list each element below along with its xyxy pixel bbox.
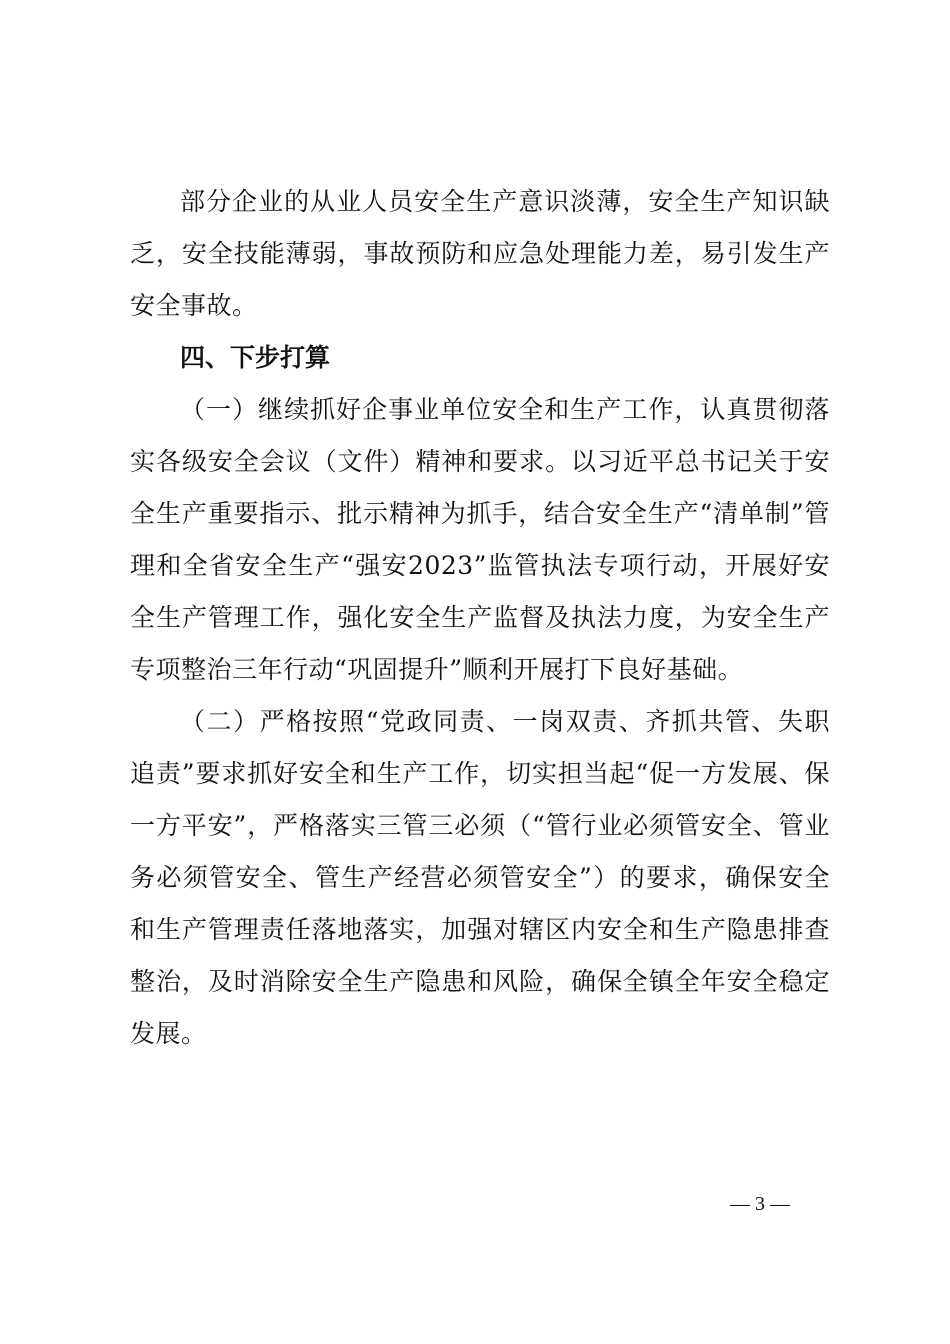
paragraph-plan-one: （一）继续抓好企事业单位安全和生产工作，认真贯彻落实各级安全会议（文件）精神和要求。以习近平总书记关于安全生产重要指示、批示精神为抓手，结合安全生产“清单制”管理和全省安全生产“强安2023”监管执法专项行动，开展好安全生产管理工作，强化安全生产监督及执法力度，为安全生产专项整治三年行动“巩固提升”顺利开展打下良好基础。: [130, 395, 830, 684]
page-number: — 3 —: [730, 1193, 790, 1215]
paragraph-safety-awareness: 部分企业的从业人员安全生产意识淡薄，安全生产知识缺乏，安全技能薄弱，事故预防和应急处理能力差，易引发生产安全事故。: [130, 187, 830, 320]
paragraph-plan-two: （二）严格按照“党政同责、一岗双责、齐抓共管、失职追责”要求抓好安全和生产工作，切实担当起“促一方发展、保一方平安”，严格落实三管三必须（“管行业必须管安全、管业务必须管安全、管生产经营必须管安全”）的要求，确保安全和生产管理责任落地落实，加强对辖区内安全和生产隐患排查整治，及时消除安全生产隐患和风险，确保全镇全年安全稳定发展。: [130, 707, 830, 1048]
section-heading-next-steps: 四、下步打算: [180, 343, 331, 372]
document-body: [130, 176, 830, 1060]
